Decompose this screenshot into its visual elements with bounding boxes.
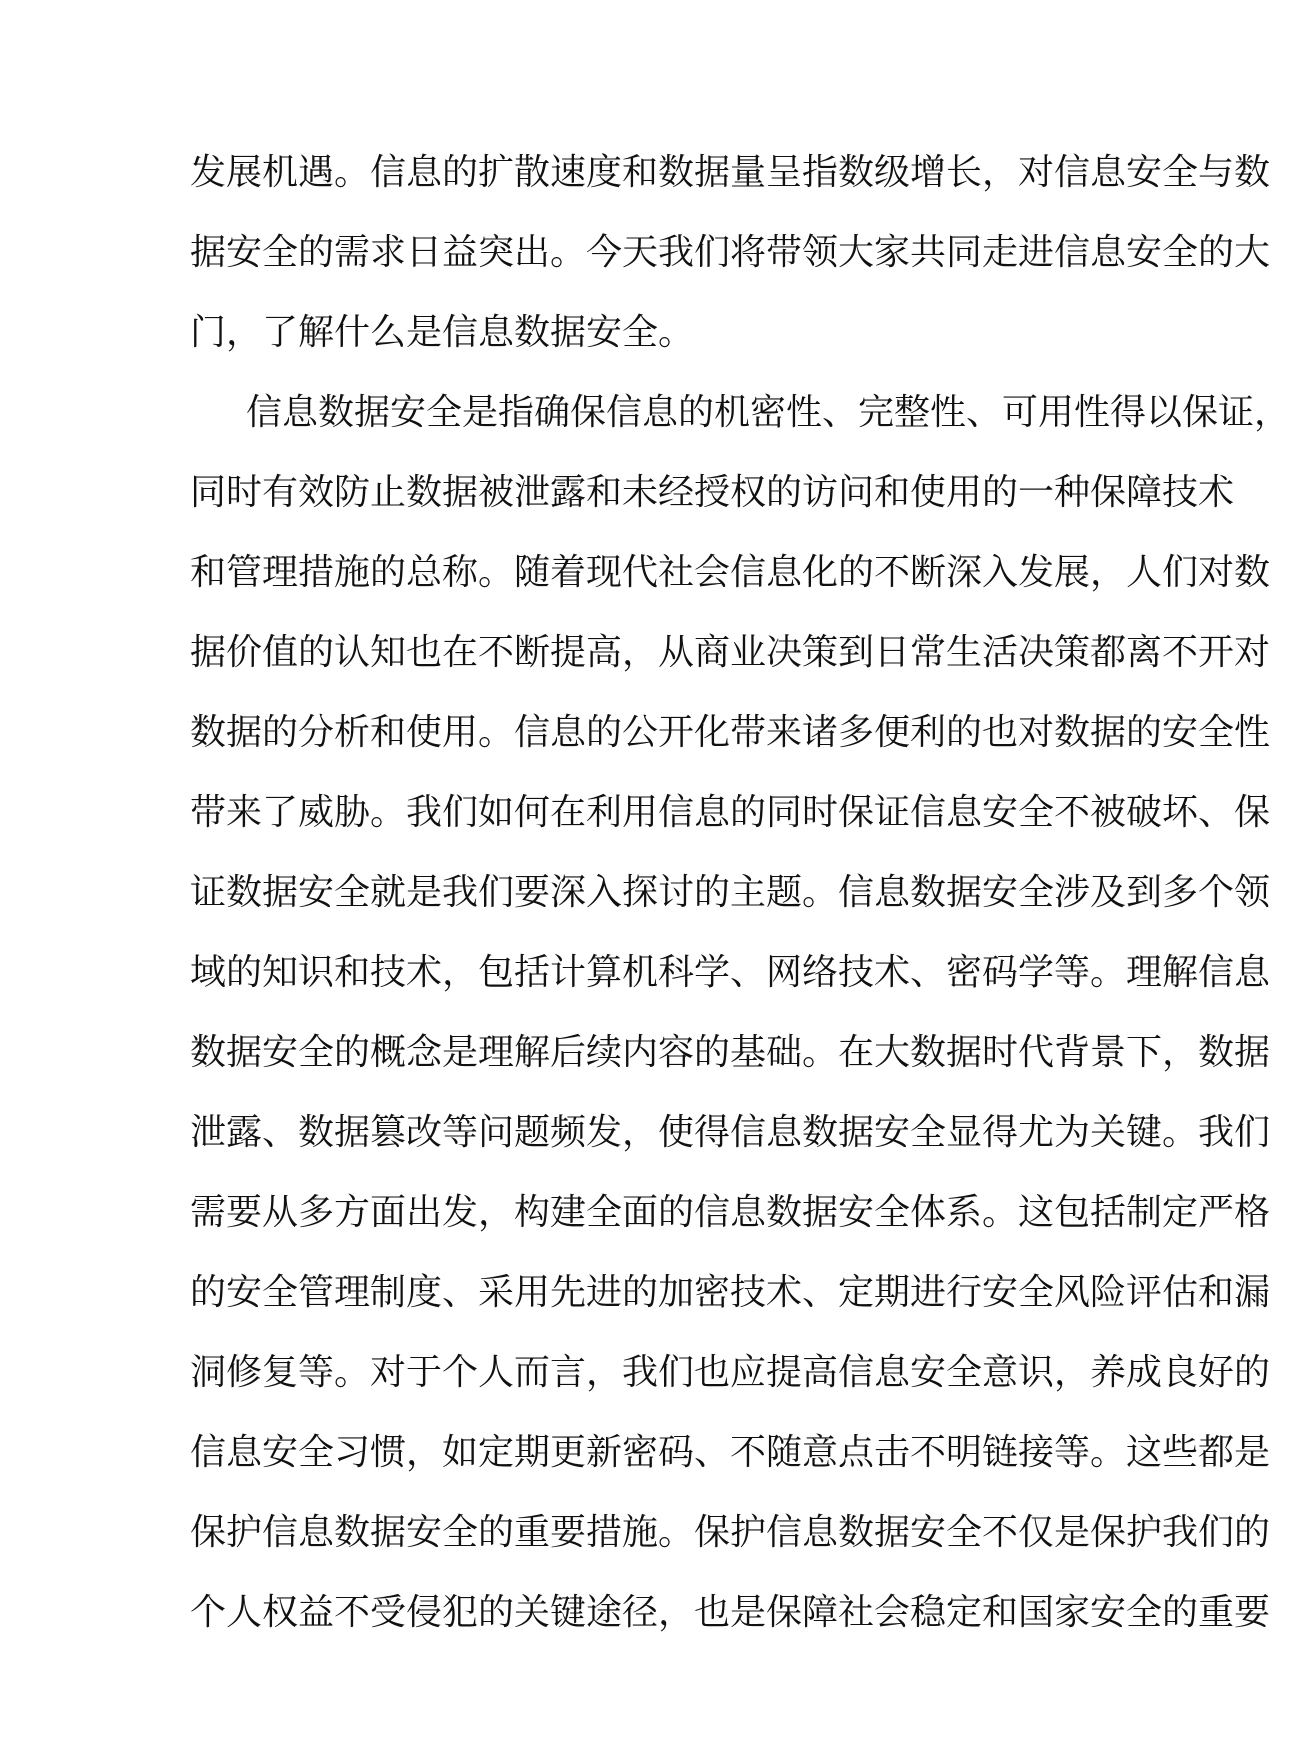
text-line: 信息安全习惯，如定期更新密码、不随意点击不明链接等。这些都是 xyxy=(190,1432,1271,1473)
text-line: 和管理措施的总称。随着现代社会信息化的不断深入发展，人们对数 xyxy=(190,552,1271,593)
text-line: 同时有效防止数据被泄露和未经授权的访问和使用的一种保障技术 xyxy=(190,472,1235,513)
paragraph-1 xyxy=(190,150,1271,390)
text-line: 泄露、数据篡改等问题频发，使得信息数据安全显得尤为关键。我们 xyxy=(190,1112,1271,1153)
body-text xyxy=(190,150,1290,1670)
text-line: 数据安全的概念是理解后续内容的基础。在大数据时代背景下，数据 xyxy=(190,1032,1271,1073)
text-line: 的安全管理制度、采用先进的加密技术、定期进行安全风险评估和漏 xyxy=(190,1272,1271,1313)
text-line: 带来了威胁。我们如何在利用信息的同时保证信息安全不被破坏、保 xyxy=(190,792,1271,833)
text-line: 数据的分析和使用。信息的公开化带来诸多便利的也对数据的安全性 xyxy=(190,712,1271,753)
text-line: 洞修复等。对于个人而言，我们也应提高信息安全意识，养成良好的 xyxy=(190,1352,1271,1393)
text-line: 据安全的需求日益突出。今天我们将带领大家共同走进信息安全的大 xyxy=(190,232,1271,273)
text-line: 需要从多方面出发，构建全面的信息数据安全体系。这包括制定严格 xyxy=(190,1192,1271,1233)
text-line: 证数据安全就是我们要深入探讨的主题。信息数据安全涉及到多个领 xyxy=(190,872,1271,913)
paragraph-2 xyxy=(190,390,1290,1670)
text-line: 域的知识和技术，包括计算机科学、网络技术、密码学等。理解信息 xyxy=(190,952,1271,993)
text-line: 据价值的认知也在不断提高，从商业决策到日常生活决策都离不开对 xyxy=(190,632,1271,673)
text-line: 门，了解什么是信息数据安全。 xyxy=(190,312,695,353)
text-line: 发展机遇。信息的扩散速度和数据量呈指数级增长，对信息安全与数 xyxy=(190,152,1271,193)
text-line: 信息数据安全是指确保信息的机密性、完整性、可用性得以保证， xyxy=(246,392,1290,433)
text-line: 个人权益不受侵犯的关键途径，也是保障社会稳定和国家安全的重要 xyxy=(190,1592,1271,1633)
text-line: 保护信息数据安全的重要措施。保护信息数据安全不仅是保护我们的 xyxy=(190,1512,1271,1553)
